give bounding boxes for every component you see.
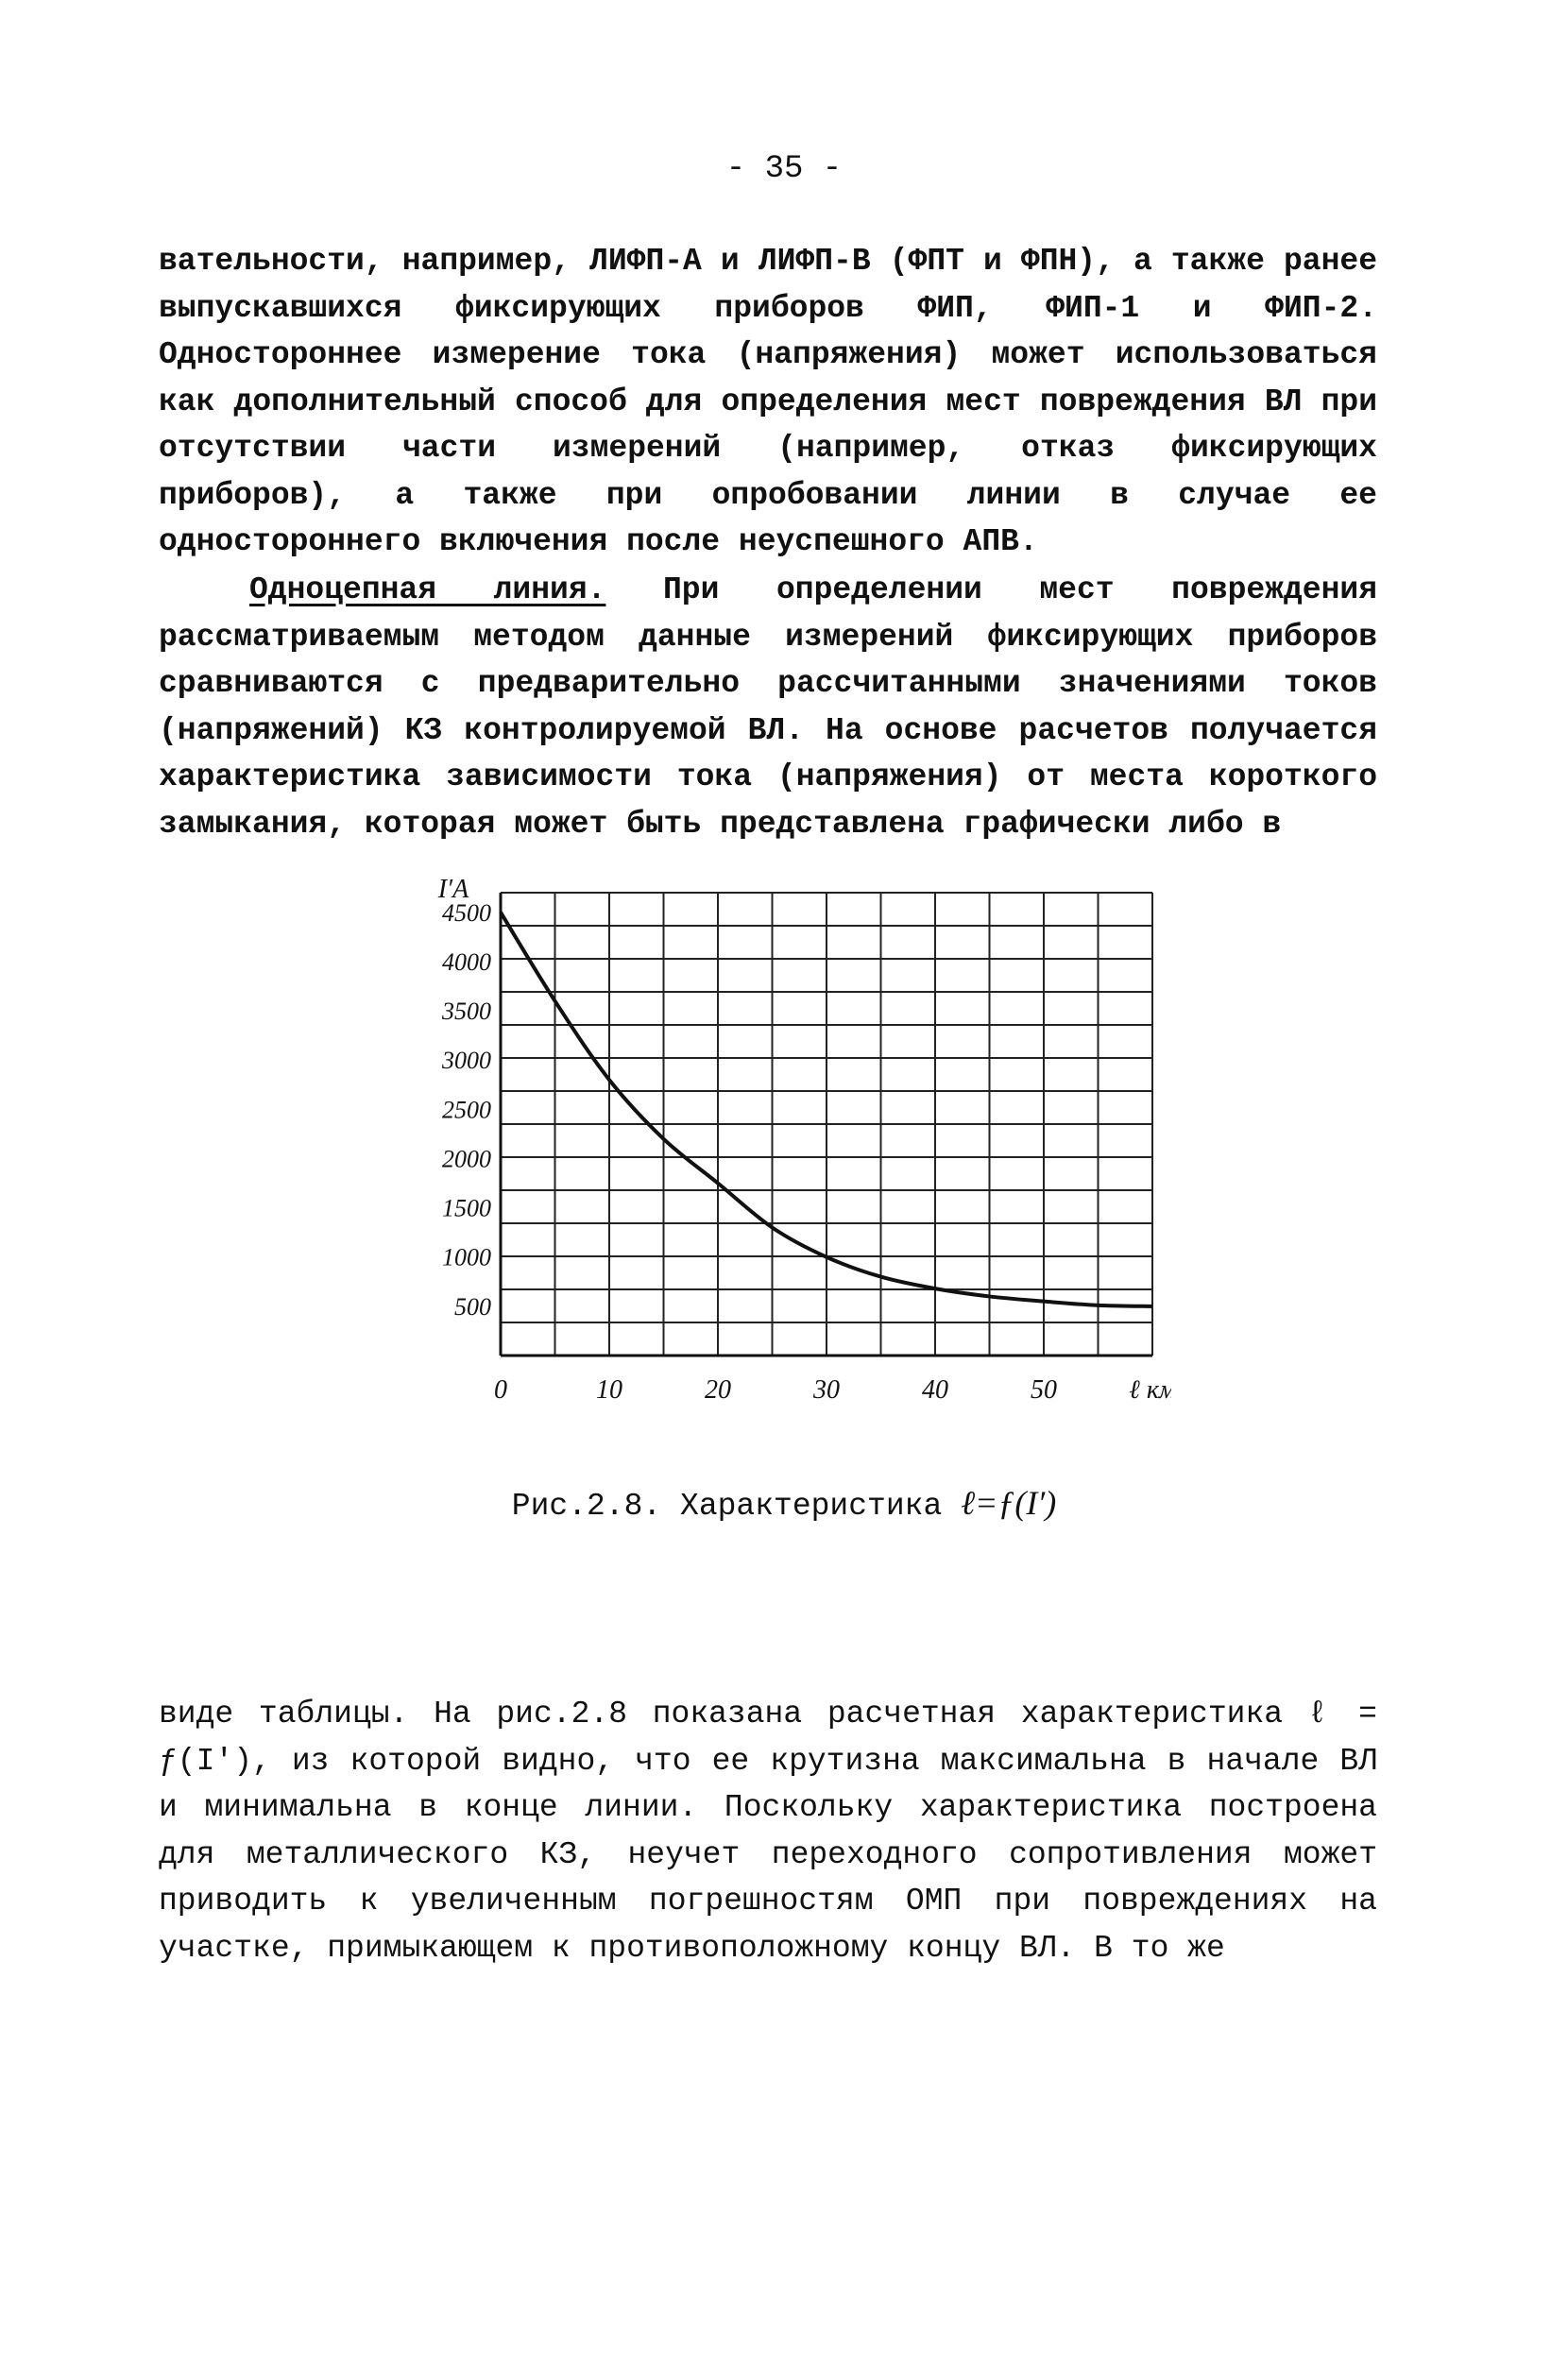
y-tick-label: 1500 xyxy=(442,1194,491,1222)
caption-formula: ℓ=ƒ(I′) xyxy=(961,1484,1057,1522)
paragraph-3-text: виде таблицы. На рис.2.8 показана расчетная характеристика ℓ = ƒ(I′), из которой видно, что ее крутизна максимальна в начале ВЛ и минимальна в конце линии. Поскольку характеристика построена для металлического КЗ, неучет переходного сопротивления может приводить к увеличенным погрешностям ОМП при повреждениях на участке, примыкающем к противоположному концу ВЛ. В то же xyxy=(159,1697,1377,1966)
x-tick-label: 50 xyxy=(1031,1375,1057,1405)
y-tick-label: 3000 xyxy=(442,1047,491,1075)
page-number: - 35 - xyxy=(725,151,843,187)
y-tick-label: 4500 xyxy=(442,898,491,927)
chart xyxy=(397,869,1171,1478)
y-tick-label: 2500 xyxy=(442,1096,491,1124)
chart-svg xyxy=(397,869,1171,1474)
y-tick-label: 2000 xyxy=(442,1145,491,1173)
x-tick-label: 0 xyxy=(494,1375,507,1405)
section-heading: Одноцепная линия. xyxy=(249,572,606,607)
y-tick-label: 500 xyxy=(454,1292,491,1321)
caption-prefix: Рис.2.8. Характеристика xyxy=(511,1489,962,1524)
y-tick-label: 1000 xyxy=(442,1243,491,1271)
paragraph-1: вательности, например, ЛИФП-А и ЛИФП-В (ФПТ и ФПН), а также ранее выпускавшихся фиксирующих приборов ФИП, ФИП-1 и ФИП-2. Одностороннее измерение тока (напряжения) может использоваться как дополнительный способ для определения мест повреждения ВЛ при отсутствии части измерений (например, отказ фиксирующих приборов), а также при опробовании линии в случае ее одностороннего включения после неуспешного АПВ. xyxy=(159,244,1377,559)
x-tick-label: 10 xyxy=(596,1375,622,1405)
x-tick-label: 20 xyxy=(705,1375,731,1405)
paragraph-3 xyxy=(159,1691,1377,1971)
paragraph-2 xyxy=(159,567,1377,847)
y-tick-label: 3500 xyxy=(442,998,491,1026)
figure-caption xyxy=(397,1483,1171,1524)
x-tick-label: 40 xyxy=(922,1375,948,1405)
paragraph-2-text: При определении мест повреждения рассматриваемым методом данные измерений фиксирующих приборов сравниваются с предварительно рассчитанными значениями токов (напряжений) КЗ контролируемой ВЛ. На основе расчетов получается характеристика зависимости тока (напряжения) от места короткого замыкания, которая может быть представлена графически либо в xyxy=(159,572,1377,842)
y-axis-label: I′A xyxy=(437,875,469,904)
x-axis-label: ℓ км xyxy=(1129,1375,1171,1405)
x-tick-label: 30 xyxy=(813,1375,840,1405)
figure xyxy=(397,869,1171,1524)
y-tick-label: 4000 xyxy=(442,947,491,976)
